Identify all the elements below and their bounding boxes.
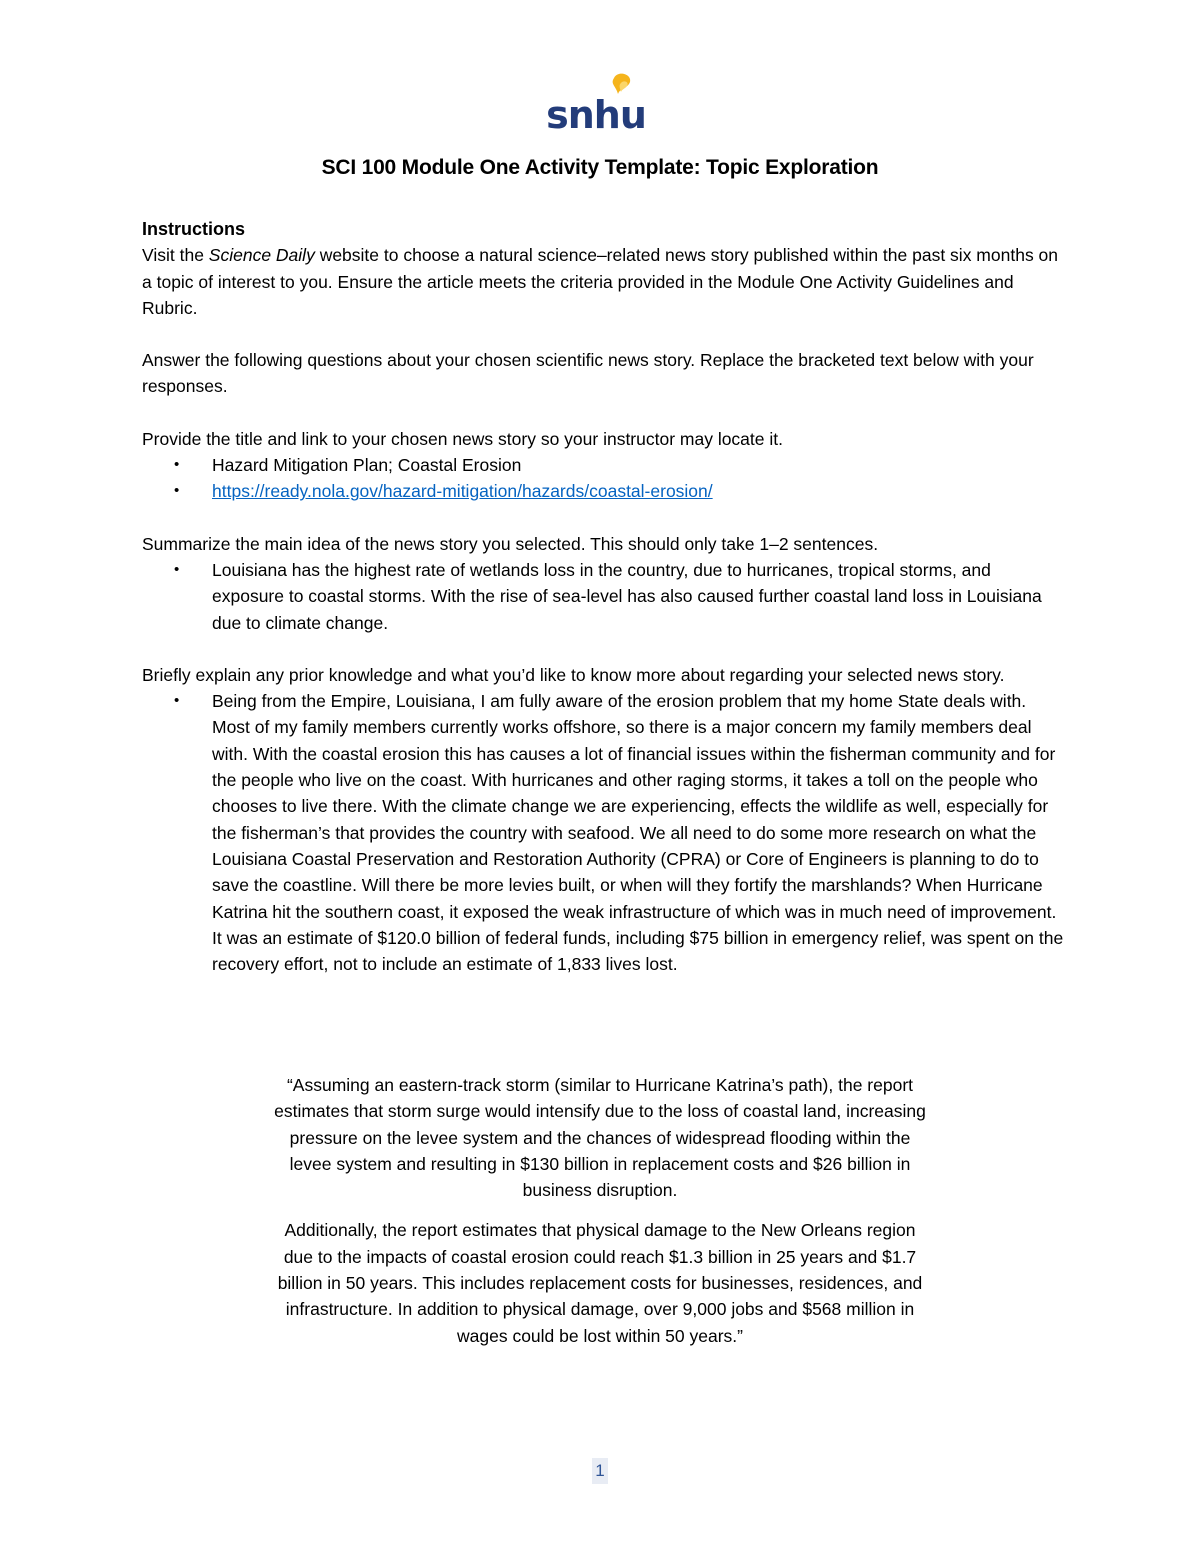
question-2-prompt: Summarize the main idea of the news story you selected. This should only take 1–2 sentences. — [142, 533, 879, 554]
question-1-answers — [142, 452, 1067, 505]
page-number: 1 — [592, 1458, 608, 1484]
science-daily-reference: Science Daily — [208, 245, 315, 266]
article-link[interactable]: https://ready.nola.gov/hazard-mitigation/hazards/coastal-erosion/ — [212, 481, 713, 502]
list-item — [142, 557, 1067, 636]
bullet-icon: • — [174, 482, 180, 500]
instructions-text: Visit the — [142, 245, 209, 266]
question-1-prompt: Provide the title and link to your chosen news story so your instructor may locate it. — [142, 428, 783, 449]
question-2-answers — [142, 557, 1067, 636]
summary-answer: Louisiana has the highest rate of wetlands loss in the country, due to hurricanes, tropical storms, and exposure to coastal storms. With the rise of sea-level has also caused further coastal land loss in Louisiana due to climate change. — [212, 559, 1042, 633]
document-body — [142, 216, 1067, 977]
bullet-icon: • — [174, 456, 180, 474]
quote-paragraph-2: Additionally, the report estimates that physical damage to the New Orleans region due to the impacts of coastal erosion could reach $1.3 billion in 25 years and $1.7 billion in 50 years. This includes replacement costs for businesses, residences, and infrastructure. In addition to physical damage, over 9,000 jobs and $568 million in wages could be lost within 50 years.” — [277, 1220, 923, 1346]
instructions-paragraph-2: Answer the following questions about your chosen scientific news story. Replace the bracketed text below with your responses. — [142, 350, 1034, 397]
list-item — [142, 688, 1067, 977]
prior-knowledge-answer: Being from the Empire, Louisiana, I am fully aware of the erosion problem that my home State deals with. Most of my family members currently works offshore, so there is a major concern my family members deal with. With the coastal erosion this has causes a lot of financial issues within the fisherman community and for the people who live on the coast. With hurricanes and other raging storms, it takes a toll on the people who chooses to live there. With the climate change we are experiencing, effects the wildlife as well, especially for the fisherman’s that provides the country with seafood. We all need to do some more research on what the Louisiana Coastal Preservation and Restoration Authority (CPRA) or Core of Engineers is planning to do to save the coastline. Will there be more levies built, or when will they fortify the marshlands? When Hurricane Katrina hit the southern coast, it exposed the weak infrastructure of which was in much need of improvement. It was an estimate of $120.0 billion of federal funds, including $75 billion in emergency relief, was spent on the recovery effort, not to include an estimate of 1,833 lives lost. — [212, 691, 1064, 975]
question-3-prompt: Briefly explain any prior knowledge and what you’d like to know more about regarding your selected news story. — [142, 664, 1005, 685]
article-title: Hazard Mitigation Plan; Coastal Erosion — [212, 455, 522, 476]
instructions-heading: Instructions — [142, 219, 246, 239]
question-3-answers — [142, 688, 1067, 977]
quote-paragraph-1: “Assuming an eastern-track storm (similar to Hurricane Katrina’s path), the report estimates that storm surge would intensify due to the loss of coastal land, increasing pressure on the levee system and the chances of widespread flooding within the levee system and resulting in $130 billion in replacement costs and $26 billion in business disruption. — [274, 1075, 926, 1201]
bullet-icon: • — [174, 560, 180, 578]
logo-text: snhu — [546, 93, 646, 137]
page-title: SCI 100 Module One Activity Template: Topic Exploration — [321, 156, 879, 179]
list-item — [142, 478, 1067, 504]
snhu-logo — [546, 72, 646, 137]
instructions-paragraph-1 — [142, 242, 1067, 321]
bullet-icon: • — [174, 692, 180, 710]
instructions-text: website to choose a natural science–related news story published within the past six months on a topic of interest to you. Ensure the article meets the criteria provided in the Module One Activity Guidelines and Rubric. — [142, 245, 1059, 318]
snhu-flame-logo-icon — [546, 72, 646, 137]
list-item — [142, 452, 1067, 478]
block-quote — [272, 1072, 928, 1363]
